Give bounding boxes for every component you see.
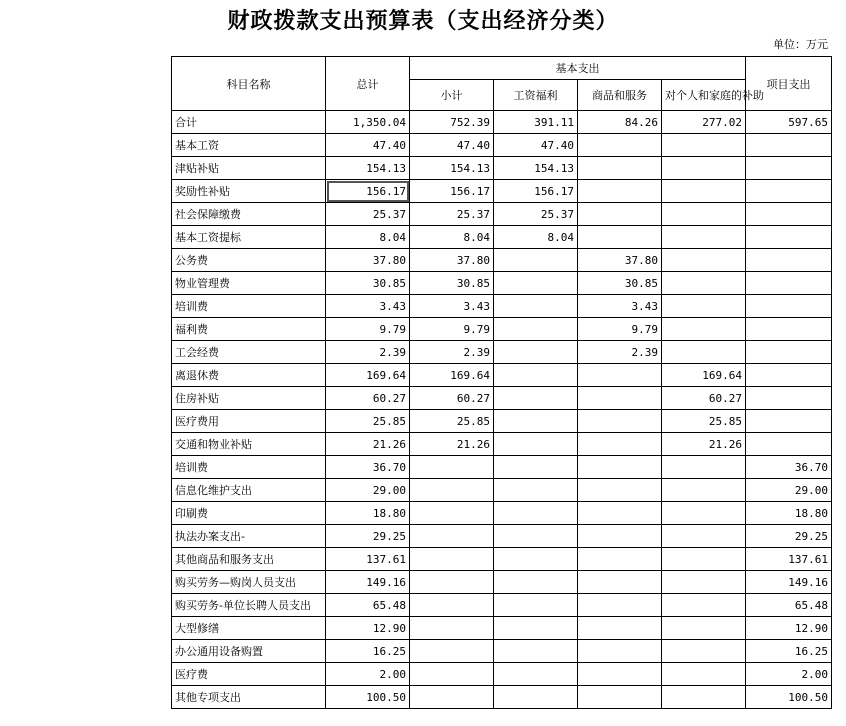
table-row: [172, 203, 832, 226]
cell-subtotal[interactable]: [410, 479, 494, 502]
header-subtotal[interactable]: 小计: [410, 80, 494, 111]
header-subject-name[interactable]: 科目名称: [172, 57, 326, 111]
cell-personal[interactable]: 60.27: [662, 387, 746, 410]
cell-personal[interactable]: [662, 594, 746, 617]
cell-project[interactable]: [746, 249, 832, 272]
cell-project[interactable]: [746, 203, 832, 226]
table-row: [172, 341, 832, 364]
cell-total[interactable]: 16.25: [326, 640, 410, 663]
cell-name[interactable]: 奖励性补贴: [172, 180, 326, 203]
table-row: [172, 410, 832, 433]
cell-goods[interactable]: [578, 617, 662, 640]
table-row: [172, 134, 832, 157]
cell-subtotal[interactable]: [410, 640, 494, 663]
cell-goods[interactable]: [578, 456, 662, 479]
cell-total[interactable]: 21.26: [326, 433, 410, 456]
cell-wages[interactable]: [494, 479, 578, 502]
cell-project[interactable]: [746, 134, 832, 157]
cell-project[interactable]: 16.25: [746, 640, 832, 663]
table-row: [172, 364, 832, 387]
cell-subtotal[interactable]: [410, 571, 494, 594]
cell-personal[interactable]: [662, 571, 746, 594]
cell-subtotal[interactable]: [410, 456, 494, 479]
cell-subtotal[interactable]: [410, 548, 494, 571]
cell-personal[interactable]: [662, 525, 746, 548]
cell-total[interactable]: 154.13: [326, 157, 410, 180]
cell-project[interactable]: 100.50: [746, 686, 832, 709]
cell-total[interactable]: 36.70: [326, 456, 410, 479]
cell-total[interactable]: 156.17: [326, 180, 410, 203]
cell-project[interactable]: [746, 180, 832, 203]
total-row: [172, 111, 832, 134]
cell-subtotal[interactable]: [410, 525, 494, 548]
cell-name[interactable]: 福利费: [172, 318, 326, 341]
cell-subtotal[interactable]: 2.39: [410, 341, 494, 364]
cell-goods[interactable]: [578, 157, 662, 180]
cell-subtotal[interactable]: 9.79: [410, 318, 494, 341]
cell-total[interactable]: 60.27: [326, 387, 410, 410]
cell-wages[interactable]: [494, 502, 578, 525]
cell-wages[interactable]: [494, 341, 578, 364]
table-row: [172, 226, 832, 249]
cell-personal[interactable]: 25.85: [662, 410, 746, 433]
cell-total[interactable]: 3.43: [326, 295, 410, 318]
cell-wages[interactable]: [494, 272, 578, 295]
cell-name[interactable]: 执法办案支出-: [172, 525, 326, 548]
cell-goods[interactable]: [578, 203, 662, 226]
cell-total[interactable]: 8.04: [326, 226, 410, 249]
cell-goods[interactable]: [578, 502, 662, 525]
cell-subtotal[interactable]: 8.04: [410, 226, 494, 249]
table-row: [172, 571, 832, 594]
header-personal-subsidy[interactable]: 对个人和家庭的补助: [662, 80, 746, 111]
cell-total[interactable]: 2.00: [326, 663, 410, 686]
cell-name[interactable]: 公务费: [172, 249, 326, 272]
unit-label: 单位：万元: [773, 38, 828, 51]
cell-project[interactable]: [746, 226, 832, 249]
table-row: [172, 525, 832, 548]
table-row: [172, 663, 832, 686]
cell-personal[interactable]: [662, 456, 746, 479]
cell-project[interactable]: [746, 341, 832, 364]
cell-project[interactable]: [746, 410, 832, 433]
cell-goods[interactable]: [578, 663, 662, 686]
cell-goods[interactable]: [578, 571, 662, 594]
header-basic-expenditure[interactable]: 基本支出: [410, 57, 746, 80]
cell-name[interactable]: 离退休费: [172, 364, 326, 387]
cell-goods[interactable]: [578, 364, 662, 387]
cell-project[interactable]: 29.00: [746, 479, 832, 502]
cell-name[interactable]: 信息化维护支出: [172, 479, 326, 502]
cell-goods[interactable]: [578, 548, 662, 571]
cell-name[interactable]: 印刷费: [172, 502, 326, 525]
table-row: [172, 456, 832, 479]
cell-name[interactable]: 其他商品和服务支出: [172, 548, 326, 571]
cell-personal[interactable]: [662, 249, 746, 272]
cell-goods[interactable]: [578, 594, 662, 617]
table-row: [172, 387, 832, 410]
cell-wages[interactable]: 25.37: [494, 203, 578, 226]
table-row: [172, 594, 832, 617]
cell-wages[interactable]: 154.13: [494, 157, 578, 180]
cell-project[interactable]: [746, 318, 832, 341]
table-row: [172, 686, 832, 709]
table-row: [172, 640, 832, 663]
cell-subtotal[interactable]: 154.13: [410, 157, 494, 180]
cell-total[interactable]: 18.80: [326, 502, 410, 525]
cell-project[interactable]: [746, 433, 832, 456]
cell-wages[interactable]: [494, 249, 578, 272]
cell-total[interactable]: 1,350.04: [326, 111, 410, 134]
table-row: [172, 180, 832, 203]
cell-name[interactable]: 基本工资提标: [172, 226, 326, 249]
cell-project[interactable]: 2.00: [746, 663, 832, 686]
cell-goods[interactable]: [578, 433, 662, 456]
cell-name[interactable]: 培训费: [172, 456, 326, 479]
cell-wages[interactable]: [494, 663, 578, 686]
table-row: [172, 272, 832, 295]
cell-goods[interactable]: [578, 180, 662, 203]
cell-project[interactable]: 149.16: [746, 571, 832, 594]
cell-subtotal[interactable]: [410, 502, 494, 525]
cell-total[interactable]: 65.48: [326, 594, 410, 617]
cell-project[interactable]: [746, 364, 832, 387]
cell-subtotal[interactable]: 47.40: [410, 134, 494, 157]
cell-personal[interactable]: [662, 203, 746, 226]
cell-personal[interactable]: [662, 341, 746, 364]
cell-personal[interactable]: 277.02: [662, 111, 746, 134]
cell-name[interactable]: 交通和物业补贴: [172, 433, 326, 456]
cell-name[interactable]: 工会经费: [172, 341, 326, 364]
cell-wages[interactable]: [494, 548, 578, 571]
cell-project[interactable]: 18.80: [746, 502, 832, 525]
cell-name[interactable]: 培训费: [172, 295, 326, 318]
cell-subtotal[interactable]: 156.17: [410, 180, 494, 203]
cell-goods[interactable]: 9.79: [578, 318, 662, 341]
cell-personal[interactable]: [662, 479, 746, 502]
cell-name[interactable]: 购买劳务—购岗人员支出: [172, 571, 326, 594]
cell-total[interactable]: 12.90: [326, 617, 410, 640]
cell-total[interactable]: 137.61: [326, 548, 410, 571]
cell-name[interactable]: 合计: [172, 111, 326, 134]
table-row: [172, 295, 832, 318]
cell-goods[interactable]: [578, 640, 662, 663]
cell-total[interactable]: 25.37: [326, 203, 410, 226]
table-row: [172, 318, 832, 341]
cell-total[interactable]: 2.39: [326, 341, 410, 364]
cell-total[interactable]: 100.50: [326, 686, 410, 709]
cell-project[interactable]: 137.61: [746, 548, 832, 571]
cell-total[interactable]: 29.00: [326, 479, 410, 502]
cell-goods[interactable]: [578, 410, 662, 433]
cell-wages[interactable]: [494, 410, 578, 433]
header-wages-welfare[interactable]: 工资福利: [494, 80, 578, 111]
table-row: [172, 479, 832, 502]
cell-wages[interactable]: [494, 456, 578, 479]
cell-personal[interactable]: [662, 318, 746, 341]
cell-total[interactable]: 37.80: [326, 249, 410, 272]
cell-subtotal[interactable]: [410, 594, 494, 617]
cell-personal[interactable]: [662, 272, 746, 295]
cell-subtotal[interactable]: [410, 686, 494, 709]
cell-total[interactable]: 25.85: [326, 410, 410, 433]
cell-wages[interactable]: [494, 525, 578, 548]
cell-wages[interactable]: 391.11: [494, 111, 578, 134]
cell-personal[interactable]: 21.26: [662, 433, 746, 456]
cell-project[interactable]: 36.70: [746, 456, 832, 479]
cell-name[interactable]: 办公通用设备购置: [172, 640, 326, 663]
cell-subtotal[interactable]: [410, 617, 494, 640]
cell-personal[interactable]: [662, 295, 746, 318]
cell-goods[interactable]: 84.26: [578, 111, 662, 134]
cell-goods[interactable]: 37.80: [578, 249, 662, 272]
cell-personal[interactable]: [662, 617, 746, 640]
cell-subtotal[interactable]: 25.85: [410, 410, 494, 433]
table-row: [172, 617, 832, 640]
cell-total[interactable]: 169.64: [326, 364, 410, 387]
cell-personal[interactable]: [662, 502, 746, 525]
cell-name[interactable]: 医疗费用: [172, 410, 326, 433]
cell-goods[interactable]: [578, 134, 662, 157]
table-row: [172, 433, 832, 456]
cell-name[interactable]: 医疗费: [172, 663, 326, 686]
cell-personal[interactable]: [662, 640, 746, 663]
cell-project[interactable]: 65.48: [746, 594, 832, 617]
cell-total[interactable]: 29.25: [326, 525, 410, 548]
cell-total[interactable]: 47.40: [326, 134, 410, 157]
cell-goods[interactable]: [578, 686, 662, 709]
cell-name[interactable]: 社会保障缴费: [172, 203, 326, 226]
cell-personal[interactable]: [662, 548, 746, 571]
page-title: 财政拨款支出预算表（支出经济分类）: [227, 8, 619, 34]
cell-personal[interactable]: [662, 157, 746, 180]
table-row: [172, 502, 832, 525]
cell-goods[interactable]: 2.39: [578, 341, 662, 364]
cell-goods[interactable]: [578, 226, 662, 249]
cell-wages[interactable]: [494, 433, 578, 456]
cell-name[interactable]: 物业管理费: [172, 272, 326, 295]
cell-subtotal[interactable]: 3.43: [410, 295, 494, 318]
cell-wages[interactable]: [494, 295, 578, 318]
cell-goods[interactable]: 30.85: [578, 272, 662, 295]
cell-wages[interactable]: 8.04: [494, 226, 578, 249]
cell-name[interactable]: 其他专项支出: [172, 686, 326, 709]
cell-wages[interactable]: [494, 571, 578, 594]
cell-goods[interactable]: [578, 479, 662, 502]
cell-total[interactable]: 30.85: [326, 272, 410, 295]
table-row: [172, 249, 832, 272]
cell-subtotal[interactable]: 21.26: [410, 433, 494, 456]
cell-project[interactable]: [746, 272, 832, 295]
cell-personal[interactable]: [662, 180, 746, 203]
cell-project[interactable]: [746, 157, 832, 180]
cell-project[interactable]: 597.65: [746, 111, 832, 134]
cell-wages[interactable]: [494, 594, 578, 617]
cell-wages[interactable]: 156.17: [494, 180, 578, 203]
table-row: [172, 157, 832, 180]
cell-project[interactable]: [746, 295, 832, 318]
cell-name[interactable]: 津贴补贴: [172, 157, 326, 180]
header-total[interactable]: 总计: [326, 57, 410, 111]
cell-name[interactable]: 购买劳务-单位长聘人员支出: [172, 594, 326, 617]
cell-project[interactable]: 29.25: [746, 525, 832, 548]
cell-wages[interactable]: [494, 387, 578, 410]
cell-wages[interactable]: 47.40: [494, 134, 578, 157]
cell-goods[interactable]: [578, 525, 662, 548]
cell-subtotal[interactable]: [410, 663, 494, 686]
cell-total[interactable]: 149.16: [326, 571, 410, 594]
cell-goods[interactable]: [578, 387, 662, 410]
cell-subtotal[interactable]: 37.80: [410, 249, 494, 272]
budget-table: [171, 56, 832, 709]
cell-project[interactable]: [746, 387, 832, 410]
header-goods-services[interactable]: 商品和服务: [578, 80, 662, 111]
cell-personal[interactable]: [662, 226, 746, 249]
cell-subtotal[interactable]: 752.39: [410, 111, 494, 134]
cell-subtotal[interactable]: 169.64: [410, 364, 494, 387]
cell-total[interactable]: 9.79: [326, 318, 410, 341]
cell-name[interactable]: 大型修缮: [172, 617, 326, 640]
cell-name[interactable]: 基本工资: [172, 134, 326, 157]
cell-subtotal[interactable]: 30.85: [410, 272, 494, 295]
cell-personal[interactable]: 169.64: [662, 364, 746, 387]
cell-personal[interactable]: [662, 134, 746, 157]
cell-personal[interactable]: [662, 663, 746, 686]
cell-wages[interactable]: [494, 686, 578, 709]
cell-subtotal[interactable]: 25.37: [410, 203, 494, 226]
header-project-expenditure[interactable]: 项目支出: [746, 57, 832, 111]
cell-goods[interactable]: 3.43: [578, 295, 662, 318]
cell-project[interactable]: 12.90: [746, 617, 832, 640]
cell-wages[interactable]: [494, 640, 578, 663]
cell-wages[interactable]: [494, 364, 578, 387]
table-row: [172, 548, 832, 571]
cell-wages[interactable]: [494, 318, 578, 341]
cell-personal[interactable]: [662, 686, 746, 709]
cell-wages[interactable]: [494, 617, 578, 640]
cell-name[interactable]: 住房补贴: [172, 387, 326, 410]
cell-subtotal[interactable]: 60.27: [410, 387, 494, 410]
